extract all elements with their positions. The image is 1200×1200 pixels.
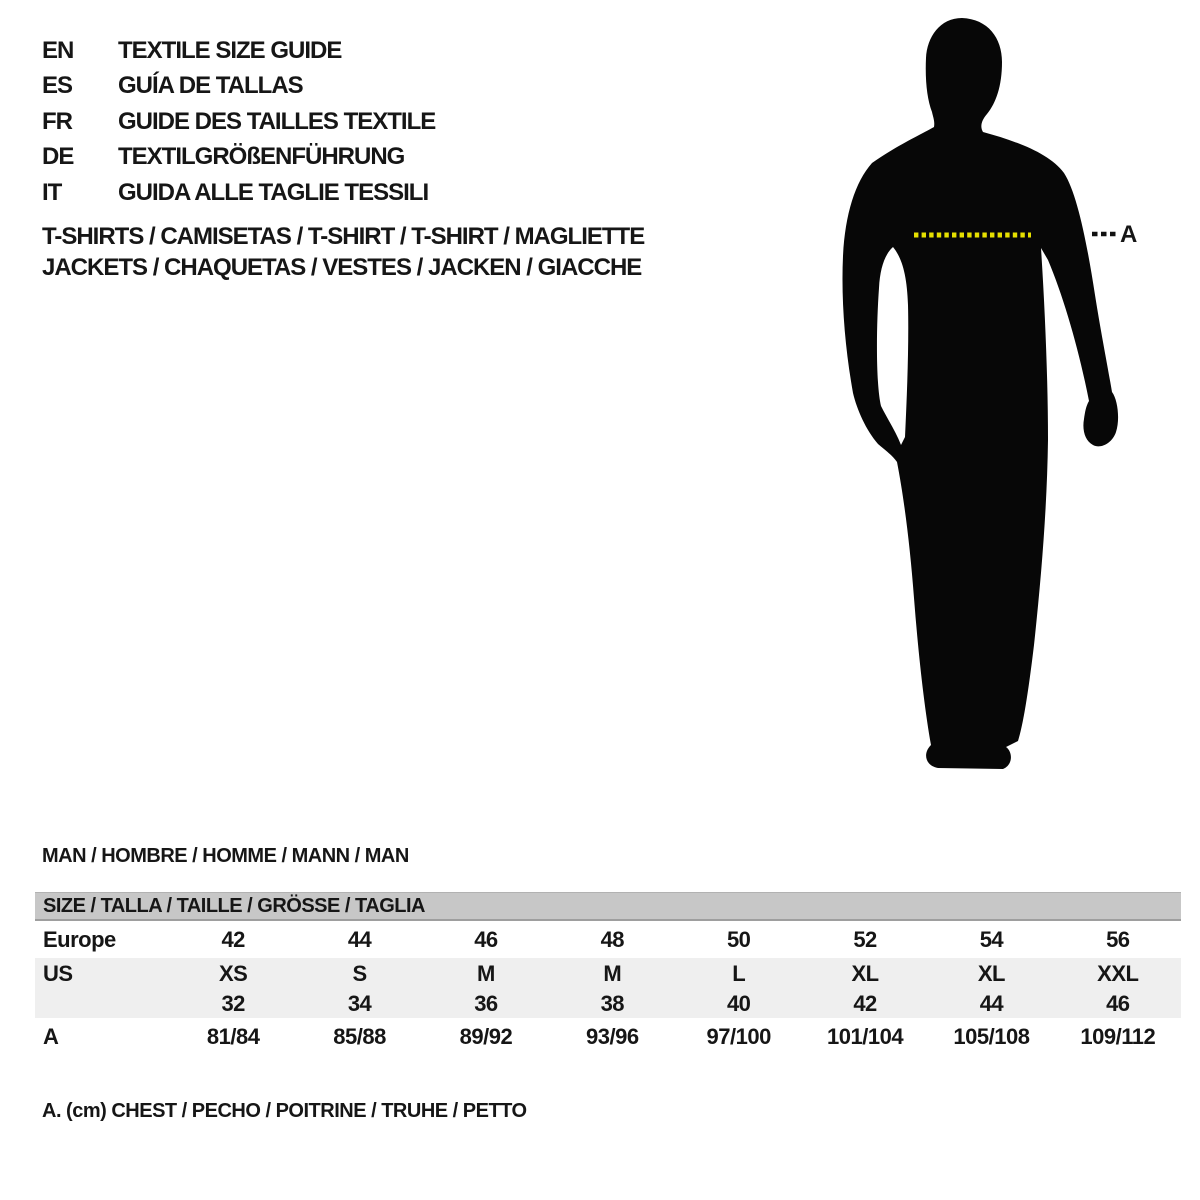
table-row-chest-a xyxy=(35,1018,1181,1055)
size-value: 105/108 xyxy=(953,1023,1030,1049)
size-value: 40 xyxy=(726,990,751,1016)
guide-title: TEXTILGRÖßENFÜHRUNG xyxy=(118,143,405,171)
table-row-us-numeric xyxy=(35,989,1181,1018)
size-value: S xyxy=(352,960,367,986)
size-value: M xyxy=(603,960,622,986)
size-value: 56 xyxy=(1106,926,1130,952)
category-line-jackets: JACKETS / CHAQUETAS / VESTES / JACKEN / GIACCHE xyxy=(42,253,642,281)
size-value: 97/100 xyxy=(706,1023,771,1049)
language-code: ES xyxy=(42,72,73,100)
size-value: 52 xyxy=(853,926,877,952)
section-title-man: MAN / HOMBRE / HOMME / MANN / MAN xyxy=(42,845,409,867)
table-row-us xyxy=(35,958,1181,989)
size-value: XXL xyxy=(1097,960,1139,986)
measurement-footnote: A. (cm) CHEST / PECHO / POITRINE / TRUHE / PETTO xyxy=(42,1100,527,1122)
category-line-tshirts: T-SHIRTS / CAMISETAS / T-SHIRT / T-SHIRT / MAGLIETTE xyxy=(42,222,645,250)
guide-title: TEXTILE SIZE GUIDE xyxy=(118,36,342,64)
size-value: 81/84 xyxy=(206,1023,260,1049)
row-label: US xyxy=(43,960,73,986)
size-value: 42 xyxy=(853,990,877,1016)
size-table xyxy=(35,892,1181,1055)
size-value: XL xyxy=(851,960,879,986)
guide-title: GUIDA ALLE TAGLIE TESSILI xyxy=(118,178,429,206)
size-value: 36 xyxy=(474,990,498,1016)
size-value: 46 xyxy=(1106,990,1130,1016)
size-value: 44 xyxy=(979,990,1004,1016)
size-value: 48 xyxy=(600,926,625,952)
size-value: 42 xyxy=(221,926,245,952)
size-value: M xyxy=(477,960,495,986)
man-silhouette xyxy=(842,18,1118,769)
size-value: 32 xyxy=(221,990,245,1016)
size-value: 46 xyxy=(474,926,498,952)
size-value: 54 xyxy=(979,926,1004,952)
size-value: L xyxy=(732,960,746,986)
table-row-europe xyxy=(35,921,1181,958)
language-code: DE xyxy=(42,143,74,171)
language-code: FR xyxy=(42,107,72,135)
size-value: 89/92 xyxy=(459,1023,513,1049)
size-value: 109/112 xyxy=(1080,1023,1156,1049)
guide-title: GUÍA DE TALLAS xyxy=(118,72,303,100)
size-value: 93/96 xyxy=(586,1023,639,1049)
size-value: XL xyxy=(977,960,1005,986)
size-value: 85/88 xyxy=(333,1023,386,1049)
language-code: EN xyxy=(42,36,74,64)
row-label: Europe xyxy=(43,926,116,952)
size-value: 44 xyxy=(347,926,372,952)
size-value: 50 xyxy=(726,926,751,952)
guide-title: GUIDE DES TAILLES TEXTILE xyxy=(118,107,436,135)
size-value: 38 xyxy=(600,990,625,1016)
measure-label-a: A xyxy=(1120,221,1138,248)
row-label: A xyxy=(43,1023,59,1049)
language-code: IT xyxy=(42,178,62,206)
size-value: XS xyxy=(219,960,248,986)
size-value: 101/104 xyxy=(827,1023,904,1049)
size-value: 34 xyxy=(347,990,372,1016)
size-table-header: SIZE / TALLA / TAILLE / GRÖSSE / TAGLIA xyxy=(35,892,1181,921)
